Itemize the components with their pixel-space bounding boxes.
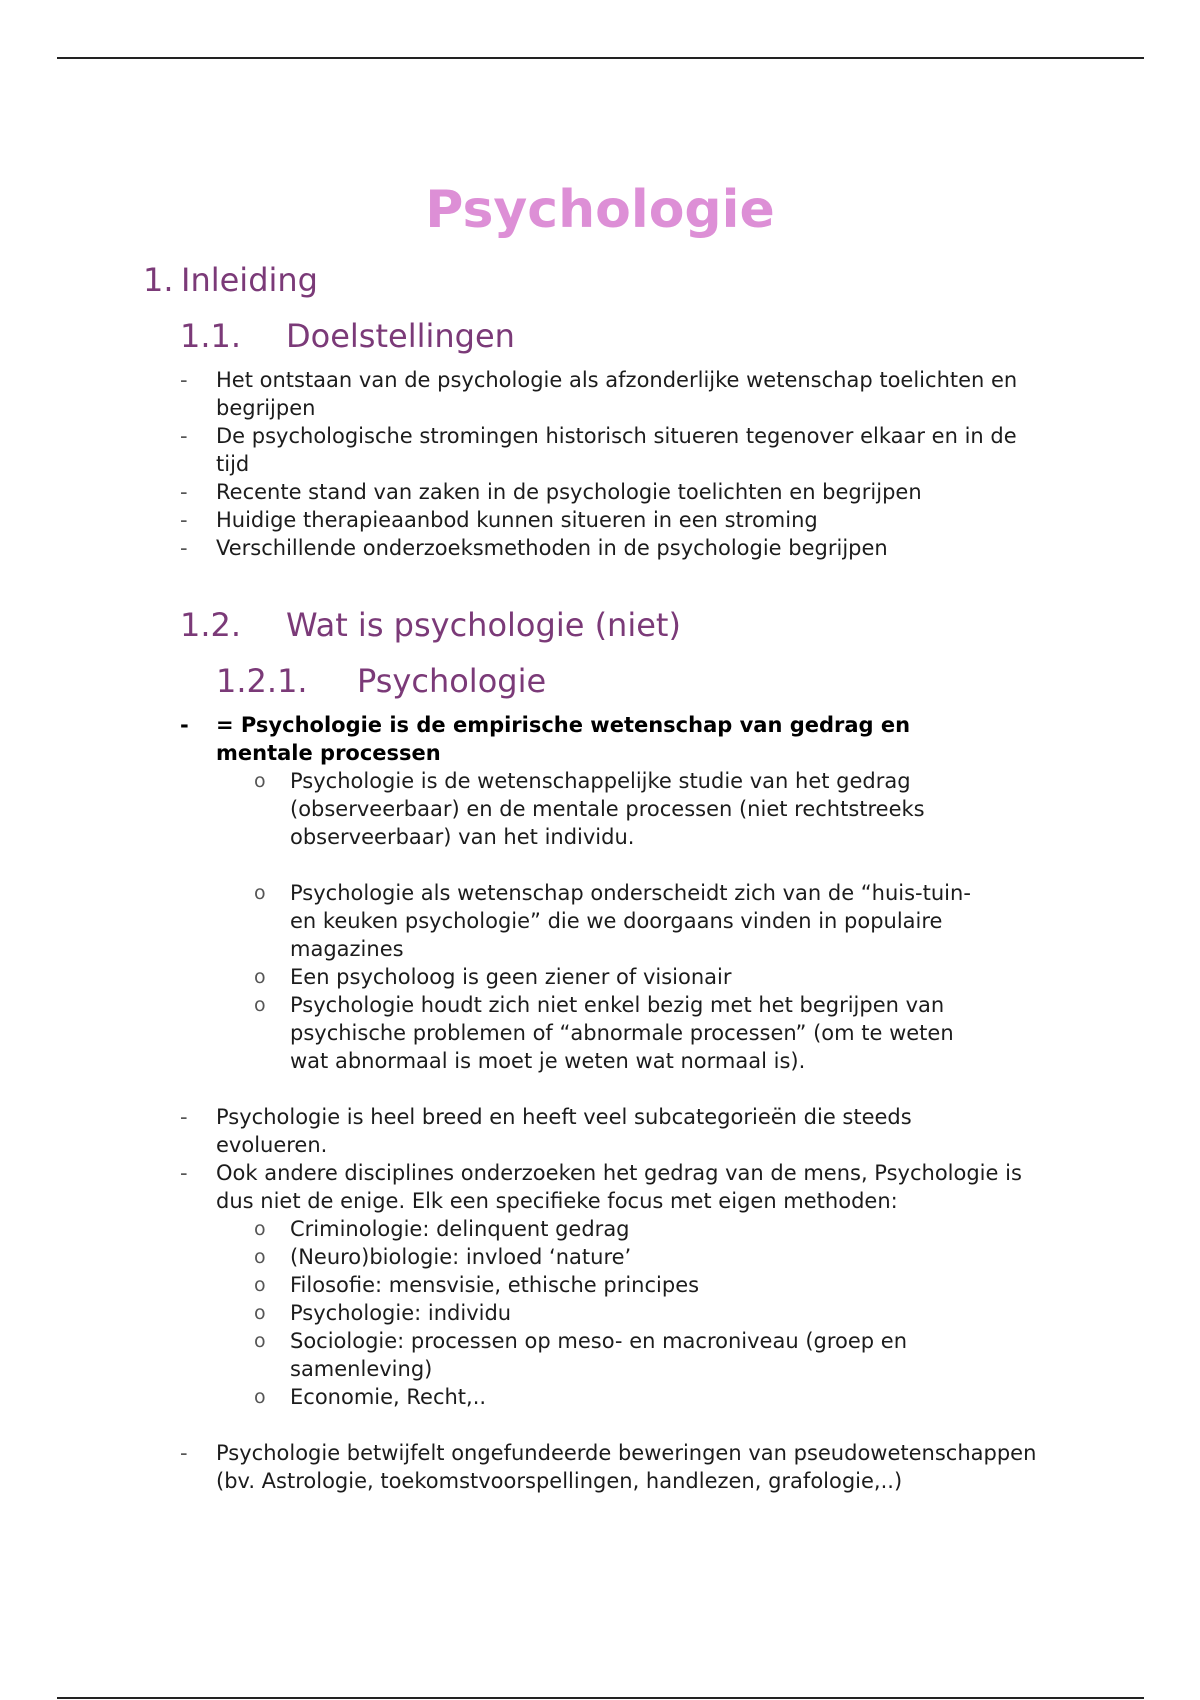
definition-text: = Psychologie is de empirische wetenschap van gedrag en mentale processen xyxy=(216,713,911,765)
heading-number: 1.2.1. xyxy=(216,662,308,700)
list-item: - Huidige therapieaanbod kunnen situeren in een stroming xyxy=(180,506,1040,534)
list-item: o (Neuro)biologie: invloed ‘nature’ xyxy=(254,1243,974,1271)
heading-text: Psychologie xyxy=(357,662,547,700)
definition-sublist xyxy=(254,767,974,1075)
heading-1-2-wat-is-psychologie xyxy=(180,605,681,645)
header-rule xyxy=(57,57,1144,59)
goals-list xyxy=(180,366,1040,562)
heading-text: Wat is psychologie (niet) xyxy=(286,606,681,644)
list-item: o Psychologie als wetenschap onderscheidt zich van de “huis-tuin- en keuken psychologie” die we doorgaans vinden in populaire magazines xyxy=(254,879,974,963)
list-item: o Sociologie: processen op meso- en macroniveau (groep en samenleving) xyxy=(254,1327,974,1383)
heading-text: Inleiding xyxy=(181,261,318,299)
list-item: - Recente stand van zaken in de psychologie toelichten en begrijpen xyxy=(180,478,1040,506)
heading-text: Doelstellingen xyxy=(286,317,515,355)
list-item: - Psychologie is heel breed en heeft veel subcategorieën die steeds evolueren. xyxy=(180,1103,1060,1159)
list-item: o Een psycholoog is geen ziener of visionair xyxy=(254,963,974,991)
disciplines-intro: Ook andere disciplines onderzoeken het gedrag van de mens, Psychologie is dus niet de enige. Elk een specifieke focus met eigen methoden: xyxy=(216,1161,1022,1213)
psychologie-list xyxy=(180,711,1060,1495)
heading-1-2-1-psychologie xyxy=(216,661,546,701)
list-item: - Verschillende onderzoeksmethoden in de psychologie begrijpen xyxy=(180,534,1040,562)
footer-rule xyxy=(57,1697,1144,1699)
heading-number: 1.1. xyxy=(180,317,242,355)
list-item: o Psychologie houdt zich niet enkel bezig met het begrijpen van psychische problemen of “abnormale processen” (om te weten wat abnormaal is moet je weten wat normaal is). xyxy=(254,991,974,1075)
list-item: o Filosofie: mensvisie, ethische principes xyxy=(254,1271,974,1299)
list-item: - De psychologische stromingen historisch situeren tegenover elkaar en in de tijd xyxy=(180,422,1040,478)
document-title: Psychologie xyxy=(425,180,775,240)
heading-number: 1. xyxy=(143,261,174,299)
list-item: o Economie, Recht,.. xyxy=(254,1383,974,1411)
heading-number: 1.2. xyxy=(180,606,242,644)
definition-item xyxy=(180,711,1060,1075)
list-item: o Psychologie: individu xyxy=(254,1299,974,1327)
list-item: - Het ontstaan van de psychologie als afzonderlijke wetenschap toelichten en begrijpen xyxy=(180,366,1040,422)
list-item: - Psychologie betwijfelt ongefundeerde beweringen van pseudowetenschappen (bv. Astrologie, toekomstvoorspellingen, handlezen, grafologie,..) xyxy=(180,1439,1060,1495)
list-item: o Psychologie is de wetenschappelijke studie van het gedrag (observeerbaar) en de mentale processen (niet rechtstreeks observeerbaar) van het individu. xyxy=(254,767,974,851)
disciplines-item xyxy=(180,1159,1060,1411)
heading-1-inleiding xyxy=(143,260,318,300)
heading-1-1-doelstellingen xyxy=(180,316,515,356)
disciplines-sublist xyxy=(254,1215,974,1411)
list-item: o Criminologie: delinquent gedrag xyxy=(254,1215,974,1243)
